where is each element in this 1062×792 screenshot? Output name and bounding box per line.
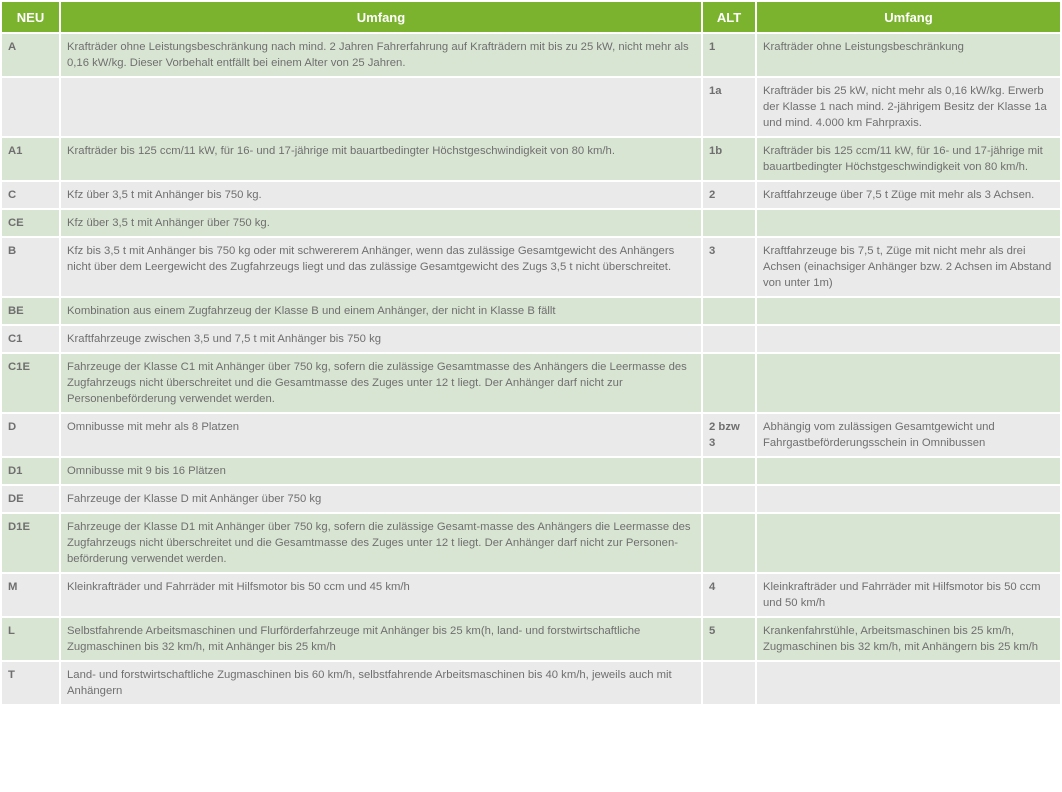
table-body — [2, 34, 1060, 704]
header-alt: ALT — [703, 2, 755, 32]
table-row — [2, 138, 1060, 180]
header-umfang-alt: Umfang — [757, 2, 1060, 32]
alt-scope-cell — [757, 326, 1060, 352]
alt-scope-cell — [757, 662, 1060, 704]
neu-class-cell: D1 — [2, 458, 59, 484]
neu-scope-cell: Fahrzeuge der Klasse D1 mit Anhänger über 750 kg, sofern die zulässige Gesamt-masse des Anhängers die Leermasse des Zugfahrzeugs nicht überschreitet und die Gesamtmasse des Zuges unter 12 t liegt. Der Anhänger darf nicht zur Personen-beförderung verwendet werden. — [61, 514, 701, 572]
neu-scope-cell: Kleinkrafträder und Fahrräder mit Hilfsmotor bis 50 ccm und 45 km/h — [61, 574, 701, 616]
header-row — [2, 2, 1060, 32]
neu-class-cell — [2, 78, 59, 136]
alt-class-cell — [703, 486, 755, 512]
table-row — [2, 34, 1060, 76]
neu-scope-cell: Kfz über 3,5 t mit Anhänger bis 750 kg. — [61, 182, 701, 208]
alt-class-cell — [703, 458, 755, 484]
header-neu: NEU — [2, 2, 59, 32]
table-row — [2, 354, 1060, 412]
alt-class-cell — [703, 326, 755, 352]
alt-class-cell: 4 — [703, 574, 755, 616]
alt-scope-cell — [757, 210, 1060, 236]
alt-scope-cell: Kleinkrafträder und Fahrräder mit Hilfsmotor bis 50 ccm und 50 km/h — [757, 574, 1060, 616]
alt-scope-cell: Krafträder ohne Leistungsbeschränkung — [757, 34, 1060, 76]
neu-class-cell: T — [2, 662, 59, 704]
neu-scope-cell: Omnibusse mit mehr als 8 Platzen — [61, 414, 701, 456]
neu-scope-cell: Kraftfahrzeuge zwischen 3,5 und 7,5 t mit Anhänger bis 750 kg — [61, 326, 701, 352]
alt-class-cell — [703, 298, 755, 324]
neu-scope-cell: Kombination aus einem Zugfahrzeug der Klasse B und einem Anhänger, der nicht in Klasse B fällt — [61, 298, 701, 324]
alt-scope-cell: Krafträder bis 125 ccm/11 kW, für 16- und 17-jährige mit bauartbedingter Höchstgeschwindigkeit von 80 km/h. — [757, 138, 1060, 180]
neu-scope-cell: Land- und forstwirtschaftliche Zugmaschinen bis 60 km/h, selbstfahrende Arbeitsmaschinen bis 40 km/h, jeweils auch mit Anhängern — [61, 662, 701, 704]
alt-class-cell: 1a — [703, 78, 755, 136]
alt-class-cell — [703, 662, 755, 704]
neu-scope-cell: Fahrzeuge der Klasse D mit Anhänger über 750 kg — [61, 486, 701, 512]
alt-class-cell: 5 — [703, 618, 755, 660]
table-row — [2, 210, 1060, 236]
neu-class-cell: B — [2, 238, 59, 296]
header-umfang-neu: Umfang — [61, 2, 701, 32]
table-row — [2, 414, 1060, 456]
alt-class-cell — [703, 354, 755, 412]
neu-scope-cell: Krafträder bis 125 ccm/11 kW, für 16- und 17-jährige mit bauartbedingter Höchstgeschwindigkeit von 80 km/h. — [61, 138, 701, 180]
alt-scope-cell — [757, 486, 1060, 512]
alt-scope-cell: Kraftfahrzeuge über 7,5 t Züge mit mehr als 3 Achsen. — [757, 182, 1060, 208]
neu-scope-cell: Omnibusse mit 9 bis 16 Plätzen — [61, 458, 701, 484]
table-row — [2, 458, 1060, 484]
alt-scope-cell — [757, 298, 1060, 324]
neu-scope-cell: Kfz bis 3,5 t mit Anhänger bis 750 kg oder mit schwererem Anhänger, wenn das zulässige Gesamtgewicht des Anhängers nicht über dem Leergewicht des Zugfahrzeugs liegt und das zulässige Gesamtgewicht des Zugs 3,5 t nicht überschreitet. — [61, 238, 701, 296]
table-row — [2, 514, 1060, 572]
alt-class-cell: 1 — [703, 34, 755, 76]
neu-scope-cell: Selbstfahrende Arbeitsmaschinen und Flurförderfahrzeuge mit Anhänger bis 25 km(h, land- und forstwirtschaftliche Zugmaschinen bis 32 km/h, mit Anhänger bis 25 km/h — [61, 618, 701, 660]
alt-class-cell: 2 — [703, 182, 755, 208]
alt-scope-cell: Kraftfahrzeuge bis 7,5 t, Züge mit nicht mehr als drei Achsen (einachsiger Anhänger bzw. 2 Achsen im Abstand von unter 1m) — [757, 238, 1060, 296]
table-row — [2, 574, 1060, 616]
alt-scope-cell — [757, 354, 1060, 412]
neu-scope-cell: Krafträder ohne Leistungsbeschränkung nach mind. 2 Jahren Fahrerfahrung auf Krafträdern mit bis zu 25 kW, nicht mehr als 0,16 kW/kg. Dieser Vorbehalt entfällt bei einem Alter von 25 Jahren. — [61, 34, 701, 76]
neu-class-cell: A — [2, 34, 59, 76]
alt-scope-cell: Krafträder bis 25 kW, nicht mehr als 0,16 kW/kg. Erwerb der Klasse 1 nach mind. 2-jährigem Besitz der Klasse 1a und mind. 4.000 km Fahrpraxis. — [757, 78, 1060, 136]
neu-class-cell: C1 — [2, 326, 59, 352]
alt-scope-cell: Krankenfahrstühle, Arbeitsmaschinen bis 25 km/h, Zugmaschinen bis 32 km/h, mit Anhängern bis 25 km/h — [757, 618, 1060, 660]
neu-class-cell: CE — [2, 210, 59, 236]
alt-scope-cell — [757, 514, 1060, 572]
alt-class-cell — [703, 210, 755, 236]
table-row — [2, 182, 1060, 208]
neu-class-cell: C1E — [2, 354, 59, 412]
table-row — [2, 78, 1060, 136]
table-row — [2, 662, 1060, 704]
alt-class-cell — [703, 514, 755, 572]
neu-scope-cell: Fahrzeuge der Klasse C1 mit Anhänger über 750 kg, sofern die zulässige Gesamtmasse des Anhängers die Leermasse des Zugfahrzeugs nicht überschreitet und die Gesamtmasse des Zuges unter 12 t liegt. Der Anhänger darf nicht zur Personenbeförderung verwendet werden. — [61, 354, 701, 412]
table-row — [2, 298, 1060, 324]
alt-scope-cell — [757, 458, 1060, 484]
neu-scope-cell: Kfz über 3,5 t mit Anhänger über 750 kg. — [61, 210, 701, 236]
alt-class-cell: 1b — [703, 138, 755, 180]
neu-class-cell: D — [2, 414, 59, 456]
neu-class-cell: M — [2, 574, 59, 616]
neu-class-cell: BE — [2, 298, 59, 324]
alt-class-cell: 3 — [703, 238, 755, 296]
neu-class-cell: L — [2, 618, 59, 660]
neu-scope-cell — [61, 78, 701, 136]
neu-class-cell: D1E — [2, 514, 59, 572]
table-row — [2, 238, 1060, 296]
neu-class-cell: A1 — [2, 138, 59, 180]
table-row — [2, 618, 1060, 660]
neu-class-cell: C — [2, 182, 59, 208]
table-row — [2, 486, 1060, 512]
neu-class-cell: DE — [2, 486, 59, 512]
alt-scope-cell: Abhängig vom zulässigen Gesamtgewicht und Fahrgastbeförderungsschein in Omnibussen — [757, 414, 1060, 456]
table-row — [2, 326, 1060, 352]
alt-class-cell: 2 bzw 3 — [703, 414, 755, 456]
